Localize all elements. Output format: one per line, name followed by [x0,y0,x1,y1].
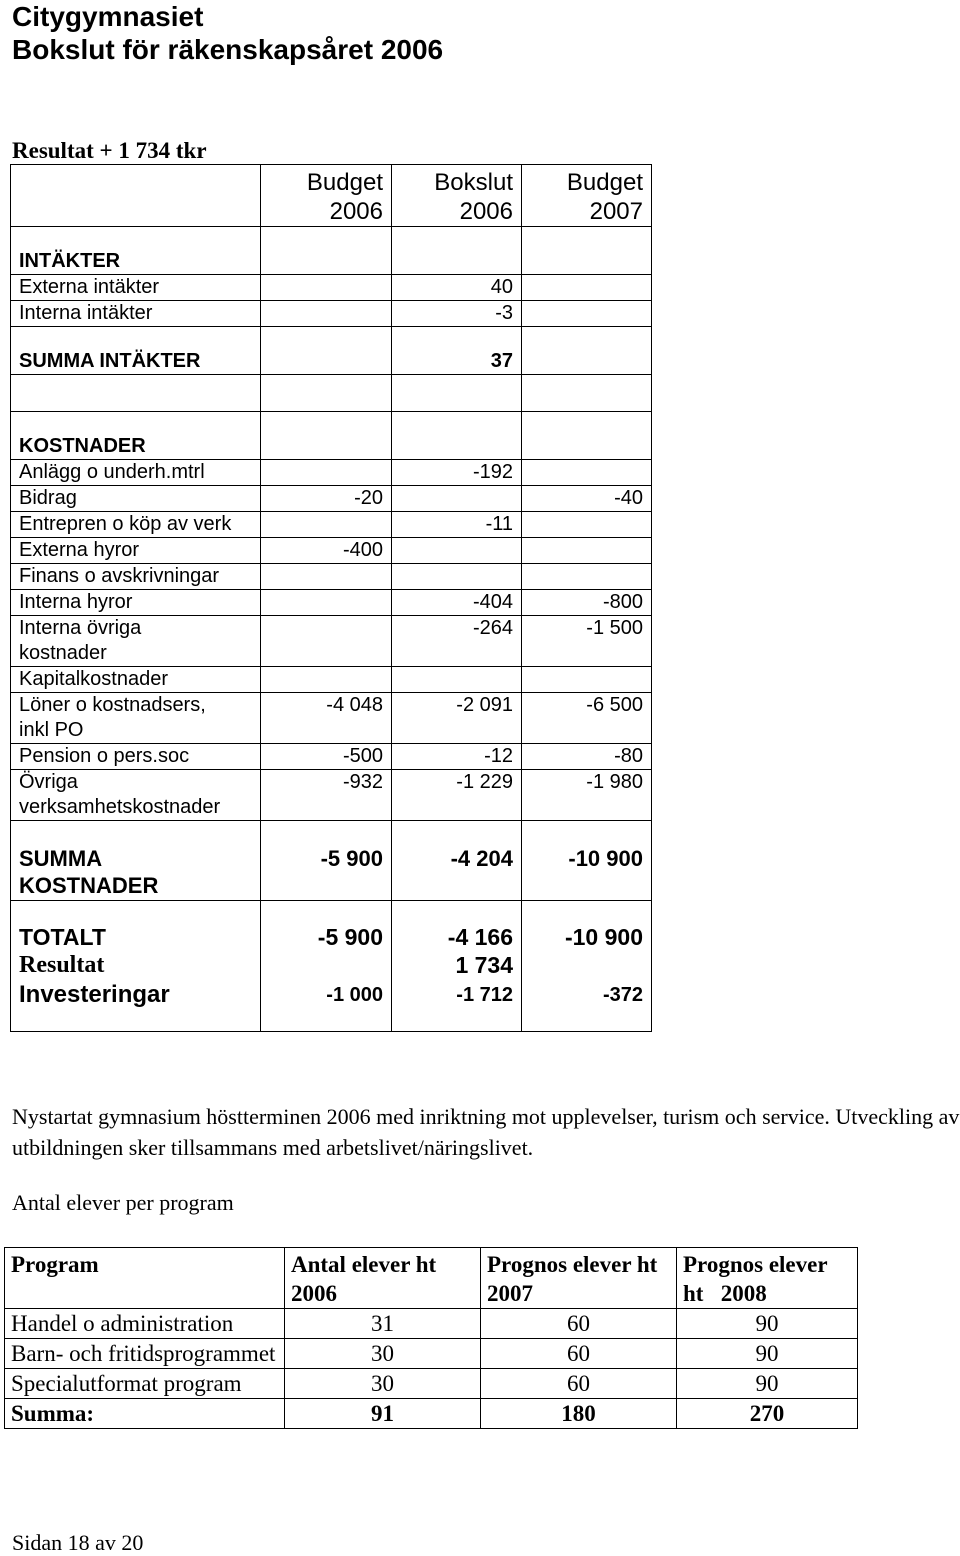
income-title: INTÄKTER [11,249,261,275]
table-row [11,616,652,667]
cell-budget-2007 [522,951,652,979]
col-header-ht2008: Prognos elever ht 2008 [677,1248,858,1309]
table-row [11,564,652,590]
row-label: Investeringar [11,979,261,1032]
cell-bokslut-2006: -3 [392,301,522,327]
cell-ht2008: 90 [677,1369,858,1399]
page-footer: Sidan 18 av 20 [12,1530,144,1555]
program-table [4,1247,858,1429]
cell-bokslut-2006: -264 [392,616,522,667]
row-label: SUMMA INTÄKTER [11,349,261,375]
cell-budget-2006 [261,590,392,616]
cell-budget-2006 [261,301,392,327]
cell-bokslut-2006: 1 734 [392,951,522,979]
row-label: SUMMA KOSTNADER [11,843,261,901]
cell-budget-2007: -1 500 [522,616,652,667]
cell-bokslut-2006: -12 [392,744,522,770]
cell-budget-2006 [261,460,392,486]
cell-program: Handel o administration [5,1309,285,1339]
cell-budget-2007 [522,460,652,486]
table-row [5,1369,858,1399]
table-row [11,590,652,616]
program-table-caption: Antal elever per program [12,1190,234,1215]
section-title-row [11,434,652,460]
cell-bokslut-2006 [392,486,522,512]
cell-budget-2006: -5 900 [261,843,392,901]
cell-budget-2007 [522,667,652,693]
financial-table [10,164,652,1032]
cell-budget-2007: -1 980 [522,770,652,821]
result-row [11,951,652,979]
cell-budget-2006 [261,512,392,538]
table-row [11,693,652,744]
cell-budget-2007: -800 [522,590,652,616]
row-label: Entrepren o köp av verk [11,512,261,538]
row-label: TOTALT [11,923,261,951]
spacer-row [11,901,652,924]
cost-sum-row [11,843,652,901]
cell-bokslut-2006 [392,667,522,693]
investments-row [11,979,652,1032]
cell-budget-2007 [522,564,652,590]
cell-ht2007: 60 [481,1309,677,1339]
table-row [11,512,652,538]
table-header-row [5,1248,858,1309]
cell-bokslut-2006: 37 [392,349,522,375]
row-label: Externa intäkter [11,275,261,301]
spacer-row [11,375,652,412]
cell-bokslut-2006 [392,564,522,590]
cell-ht2007: 60 [481,1339,677,1369]
cell-bokslut-2006: -2 091 [392,693,522,744]
cell-ht2006: 30 [285,1369,481,1399]
cell-budget-2007: -80 [522,744,652,770]
cell-program: Barn- och fritidsprogrammet [5,1339,285,1369]
cell-ht2006: 30 [285,1339,481,1369]
row-label: Finans o avskrivningar [11,564,261,590]
cell-budget-2007: -372 [522,979,652,1032]
col-header-ht2007: Prognos elever ht 2007 [481,1248,677,1309]
row-label: Anlägg o underh.mtrl [11,460,261,486]
table-total-row [5,1399,858,1429]
cell-bokslut-2006 [392,538,522,564]
cell-ht2007: 180 [481,1399,677,1429]
cell-budget-2006: -5 900 [261,923,392,951]
cell-ht2008: 270 [677,1399,858,1429]
spacer-row [11,412,652,435]
cell-budget-2006 [261,951,392,979]
cell-ht2006: 91 [285,1399,481,1429]
col-header-ht2006: Antal elever ht 2006 [285,1248,481,1309]
cell-bokslut-2006: -4 204 [392,843,522,901]
description-paragraph: Nystartat gymnasium höstterminen 2006 med inriktning mot upplevelser, turism och service. Utveckling av utbildningen sker tillsammans med arbetslivet/näringslivet. [12,1104,960,1160]
header-blank [11,165,261,227]
table-row [11,538,652,564]
cell-ht2007: 60 [481,1369,677,1399]
cell-budget-2006 [261,349,392,375]
spacer-row [11,327,652,350]
cell-budget-2006: -932 [261,770,392,821]
table-row [5,1309,858,1339]
cell-budget-2007: -10 900 [522,843,652,901]
cell-bokslut-2006: 40 [392,275,522,301]
cell-budget-2006 [261,275,392,301]
spacer-row [11,227,652,250]
cell-budget-2006 [261,667,392,693]
row-label: Resultat [11,951,261,979]
cell-program: Summa: [5,1399,285,1429]
table-row [11,667,652,693]
col-header-budget-2007: Budget 2007 [522,165,652,227]
cell-budget-2006 [261,616,392,667]
income-sum-row [11,349,652,375]
cell-ht2006: 31 [285,1309,481,1339]
row-label: Övriga verksamhetskostnader [11,770,261,821]
table-row [11,744,652,770]
cell-budget-2007 [522,538,652,564]
table-row [5,1339,858,1369]
table-header-row [11,165,652,227]
row-label: Interna intäkter [11,301,261,327]
section-title-row [11,249,652,275]
row-label: Kapitalkostnader [11,667,261,693]
table-row [11,770,652,821]
cost-title: KOSTNADER [11,434,261,460]
table-row [11,301,652,327]
spacer-row [11,821,652,844]
cell-bokslut-2006: -4 166 [392,923,522,951]
row-label: Löner o kostnadsers, inkl PO [11,693,261,744]
result-heading: Resultat + 1 734 tkr [12,138,207,163]
cell-ht2008: 90 [677,1339,858,1369]
cell-budget-2007 [522,275,652,301]
cell-program: Specialutformat program [5,1369,285,1399]
cell-bokslut-2006: -404 [392,590,522,616]
cell-budget-2006: -400 [261,538,392,564]
table-row [11,275,652,301]
cell-budget-2007 [522,301,652,327]
cell-budget-2007: -6 500 [522,693,652,744]
cell-budget-2006: -20 [261,486,392,512]
cell-budget-2007: -40 [522,486,652,512]
cell-bokslut-2006: -11 [392,512,522,538]
cell-budget-2006 [261,564,392,590]
row-label: Pension o pers.soc [11,744,261,770]
row-label: Bidrag [11,486,261,512]
cell-bokslut-2006: -192 [392,460,522,486]
table-row [11,460,652,486]
total-row [11,923,652,951]
cell-budget-2007: -10 900 [522,923,652,951]
table-row [11,486,652,512]
row-label: Externa hyror [11,538,261,564]
cell-bokslut-2006: -1 712 [392,979,522,1032]
cell-budget-2007 [522,349,652,375]
col-header-program: Program [5,1248,285,1309]
cell-budget-2007 [522,512,652,538]
cell-ht2008: 90 [677,1309,858,1339]
page-subtitle: Bokslut för räkenskapsåret 2006 [12,34,444,65]
col-header-budget-2006: Budget 2006 [261,165,392,227]
cell-bokslut-2006: -1 229 [392,770,522,821]
cell-budget-2006: -4 048 [261,693,392,744]
cell-budget-2006: -1 000 [261,979,392,1032]
row-label: Interna övriga kostnader [11,616,261,667]
cell-budget-2006: -500 [261,744,392,770]
row-label: Interna hyror [11,590,261,616]
col-header-bokslut-2006: Bokslut 2006 [392,165,522,227]
page-title: Citygymnasiet [12,1,204,32]
